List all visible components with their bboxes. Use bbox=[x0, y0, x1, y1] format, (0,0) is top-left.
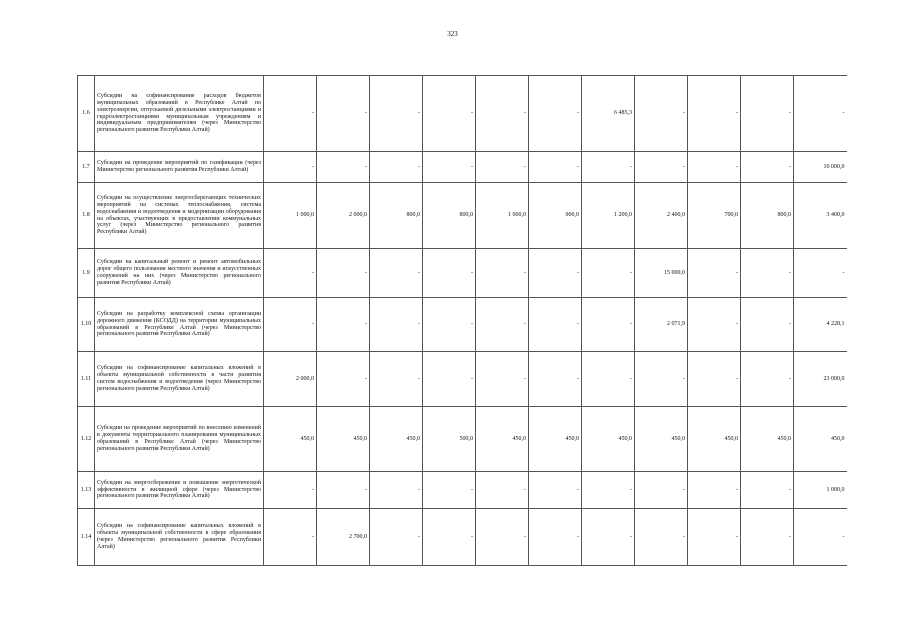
row-number: 1.7 bbox=[78, 152, 95, 183]
table-row bbox=[78, 472, 847, 509]
row-value: - bbox=[582, 298, 635, 352]
row-description: Субсидии на проведение мероприятий по внесению изменений в документы территориального планирования муниципальных образований в Республике Алтай (через Министерство регионального развития Республики Алтай) bbox=[95, 407, 264, 472]
row-value: - bbox=[370, 152, 423, 183]
row-value: 2 700,0 bbox=[317, 509, 370, 566]
row-description: Субсидии на софинансирование расходов бюджетов муниципальных образований в Республике Алтай по электроэнергии, отпускаемой дизельными электростанциями и гидроэлектростанциями муниципальным учреждениям и индивидуальным предпринимателям (через Министерство регионального развития Республики Алтай) bbox=[95, 76, 264, 152]
table-row bbox=[78, 183, 847, 249]
row-value: - bbox=[635, 152, 688, 183]
row-description: Субсидии на софинансирование капитальных вложений в объекты муниципальной собственности в сфере образования (через Министерство регионального развития Республики Алтай) bbox=[95, 509, 264, 566]
row-value: - bbox=[370, 249, 423, 298]
row-value: - bbox=[317, 472, 370, 509]
row-value: - bbox=[529, 472, 582, 509]
row-value: 23 000,0 bbox=[794, 352, 847, 407]
row-value: 450,0 bbox=[635, 407, 688, 472]
row-value: 450,0 bbox=[794, 407, 847, 472]
row-value: 2 400,0 bbox=[635, 183, 688, 249]
row-number: 1.10 bbox=[78, 298, 95, 352]
row-value: 900,0 bbox=[529, 183, 582, 249]
row-value: 800,0 bbox=[741, 183, 794, 249]
row-value: - bbox=[741, 298, 794, 352]
row-value: - bbox=[317, 352, 370, 407]
row-value: - bbox=[317, 152, 370, 183]
row-value: - bbox=[370, 76, 423, 152]
row-value: - bbox=[741, 76, 794, 152]
row-value: 1 000,0 bbox=[264, 183, 317, 249]
row-value: - bbox=[476, 509, 529, 566]
row-description: Субсидии на капитальный ремонт и ремонт автомобильных дорог общего пользования местного значения и искусственных сооружений на них (через Министерство регионального развития Республики Алтай) bbox=[95, 249, 264, 298]
row-value: 450,0 bbox=[688, 407, 741, 472]
row-value: - bbox=[741, 249, 794, 298]
row-value: - bbox=[635, 472, 688, 509]
row-value: - bbox=[794, 509, 847, 566]
row-value: 1 000,0 bbox=[476, 183, 529, 249]
row-value: 450,0 bbox=[370, 407, 423, 472]
row-value: - bbox=[264, 76, 317, 152]
row-description: Субсидии на софинансирование капитальных вложений в объекты муниципальной собственности в части развития систем водоснабжения и водоотведения (через Министерство регионального развития Республики Алтай) bbox=[95, 352, 264, 407]
row-value: - bbox=[688, 298, 741, 352]
row-value: 800,0 bbox=[370, 183, 423, 249]
row-description: Субсидии на энергосбережение и повышение энергетической эффективности в жилищной сфере (через Министерство регионального развития Республики Алтай) bbox=[95, 472, 264, 509]
page-number: 323 bbox=[447, 30, 458, 38]
row-value: - bbox=[741, 352, 794, 407]
row-number: 1.9 bbox=[78, 249, 95, 298]
row-value: 15 000,0 bbox=[635, 249, 688, 298]
row-value: - bbox=[476, 298, 529, 352]
row-value: - bbox=[529, 152, 582, 183]
row-value: - bbox=[635, 352, 688, 407]
row-value: 450,0 bbox=[264, 407, 317, 472]
row-value: - bbox=[264, 509, 317, 566]
row-value: 450,0 bbox=[582, 407, 635, 472]
row-value: - bbox=[582, 472, 635, 509]
row-value: - bbox=[423, 298, 476, 352]
row-value: 450,0 bbox=[476, 407, 529, 472]
row-value: 2 000,0 bbox=[264, 352, 317, 407]
row-value: - bbox=[423, 509, 476, 566]
row-value: - bbox=[423, 249, 476, 298]
row-value: - bbox=[423, 76, 476, 152]
row-value: - bbox=[317, 298, 370, 352]
table-row bbox=[78, 407, 847, 472]
row-value: - bbox=[635, 76, 688, 152]
row-value: - bbox=[741, 509, 794, 566]
row-value: 10 000,0 bbox=[794, 152, 847, 183]
row-value: 700,0 bbox=[688, 183, 741, 249]
row-value: 450,0 bbox=[529, 407, 582, 472]
row-value: 3 400,0 bbox=[794, 183, 847, 249]
row-description: Субсидии на осуществление энергосберегающих технических мероприятий на системах теплоснабжения, система водоснабжения и водоотведения и модернизации оборудования на объектах, участвующих в предоставлении коммунальных услуг (через Министерство регионального развития Республики Алтай) bbox=[95, 183, 264, 249]
row-value: - bbox=[423, 472, 476, 509]
row-value: 6 485,3 bbox=[582, 76, 635, 152]
row-value: - bbox=[582, 249, 635, 298]
row-number: 1.8 bbox=[78, 183, 95, 249]
table-row bbox=[78, 298, 847, 352]
row-value: - bbox=[423, 352, 476, 407]
table-row bbox=[78, 509, 847, 566]
row-number: 1.14 bbox=[78, 509, 95, 566]
row-value: - bbox=[423, 152, 476, 183]
table-body bbox=[78, 76, 847, 566]
row-value: - bbox=[529, 76, 582, 152]
row-value: - bbox=[317, 249, 370, 298]
row-value: - bbox=[264, 298, 317, 352]
row-value: - bbox=[582, 152, 635, 183]
row-value: - bbox=[794, 76, 847, 152]
row-value: - bbox=[529, 249, 582, 298]
row-value: - bbox=[688, 352, 741, 407]
row-value: - bbox=[264, 152, 317, 183]
row-value: - bbox=[370, 352, 423, 407]
row-value: - bbox=[476, 472, 529, 509]
row-value: - bbox=[794, 249, 847, 298]
row-value: 2 071,9 bbox=[635, 298, 688, 352]
row-value: - bbox=[741, 152, 794, 183]
row-value: - bbox=[688, 472, 741, 509]
row-number: 1.13 bbox=[78, 472, 95, 509]
row-value: - bbox=[476, 249, 529, 298]
table-row bbox=[78, 352, 847, 407]
row-value: - bbox=[317, 76, 370, 152]
table-row bbox=[78, 76, 847, 152]
budget-table bbox=[77, 75, 847, 566]
row-value: - bbox=[476, 76, 529, 152]
row-value: 4 228,1 bbox=[794, 298, 847, 352]
row-value: - bbox=[370, 509, 423, 566]
row-value: - bbox=[370, 472, 423, 509]
row-value: 450,0 bbox=[317, 407, 370, 472]
row-number: 1.6 bbox=[78, 76, 95, 152]
row-value: - bbox=[582, 352, 635, 407]
row-description: Субсидии на разработку комплексной схемы организации дорожного движения (КСОДД) на территории муниципальных образований в Республике Алтай (через Министерство регионального развития Республики Алтай) bbox=[95, 298, 264, 352]
row-value: 1 000,0 bbox=[794, 472, 847, 509]
row-value: 2 000,0 bbox=[317, 183, 370, 249]
row-number: 1.12 bbox=[78, 407, 95, 472]
row-value: - bbox=[370, 298, 423, 352]
row-value: - bbox=[688, 249, 741, 298]
row-value: - bbox=[635, 509, 688, 566]
row-value: - bbox=[688, 152, 741, 183]
row-value: - bbox=[264, 472, 317, 509]
row-value: - bbox=[476, 352, 529, 407]
row-value: - bbox=[264, 249, 317, 298]
row-value: 450,0 bbox=[741, 407, 794, 472]
row-value: - bbox=[529, 509, 582, 566]
row-value: 800,0 bbox=[423, 183, 476, 249]
row-number: 1.11 bbox=[78, 352, 95, 407]
row-value: - bbox=[582, 509, 635, 566]
row-value: 1 200,0 bbox=[582, 183, 635, 249]
row-value: - bbox=[529, 298, 582, 352]
row-value: - bbox=[476, 152, 529, 183]
row-value: - bbox=[688, 509, 741, 566]
row-value: - bbox=[741, 472, 794, 509]
table-row bbox=[78, 249, 847, 298]
row-value: - bbox=[688, 76, 741, 152]
row-value: 500,0 bbox=[423, 407, 476, 472]
row-description: Субсидии на проведение мероприятий по газификации (через Министерство регионального развития Республики Алтай) bbox=[95, 152, 264, 183]
row-value: - bbox=[529, 352, 582, 407]
table-row bbox=[78, 152, 847, 183]
